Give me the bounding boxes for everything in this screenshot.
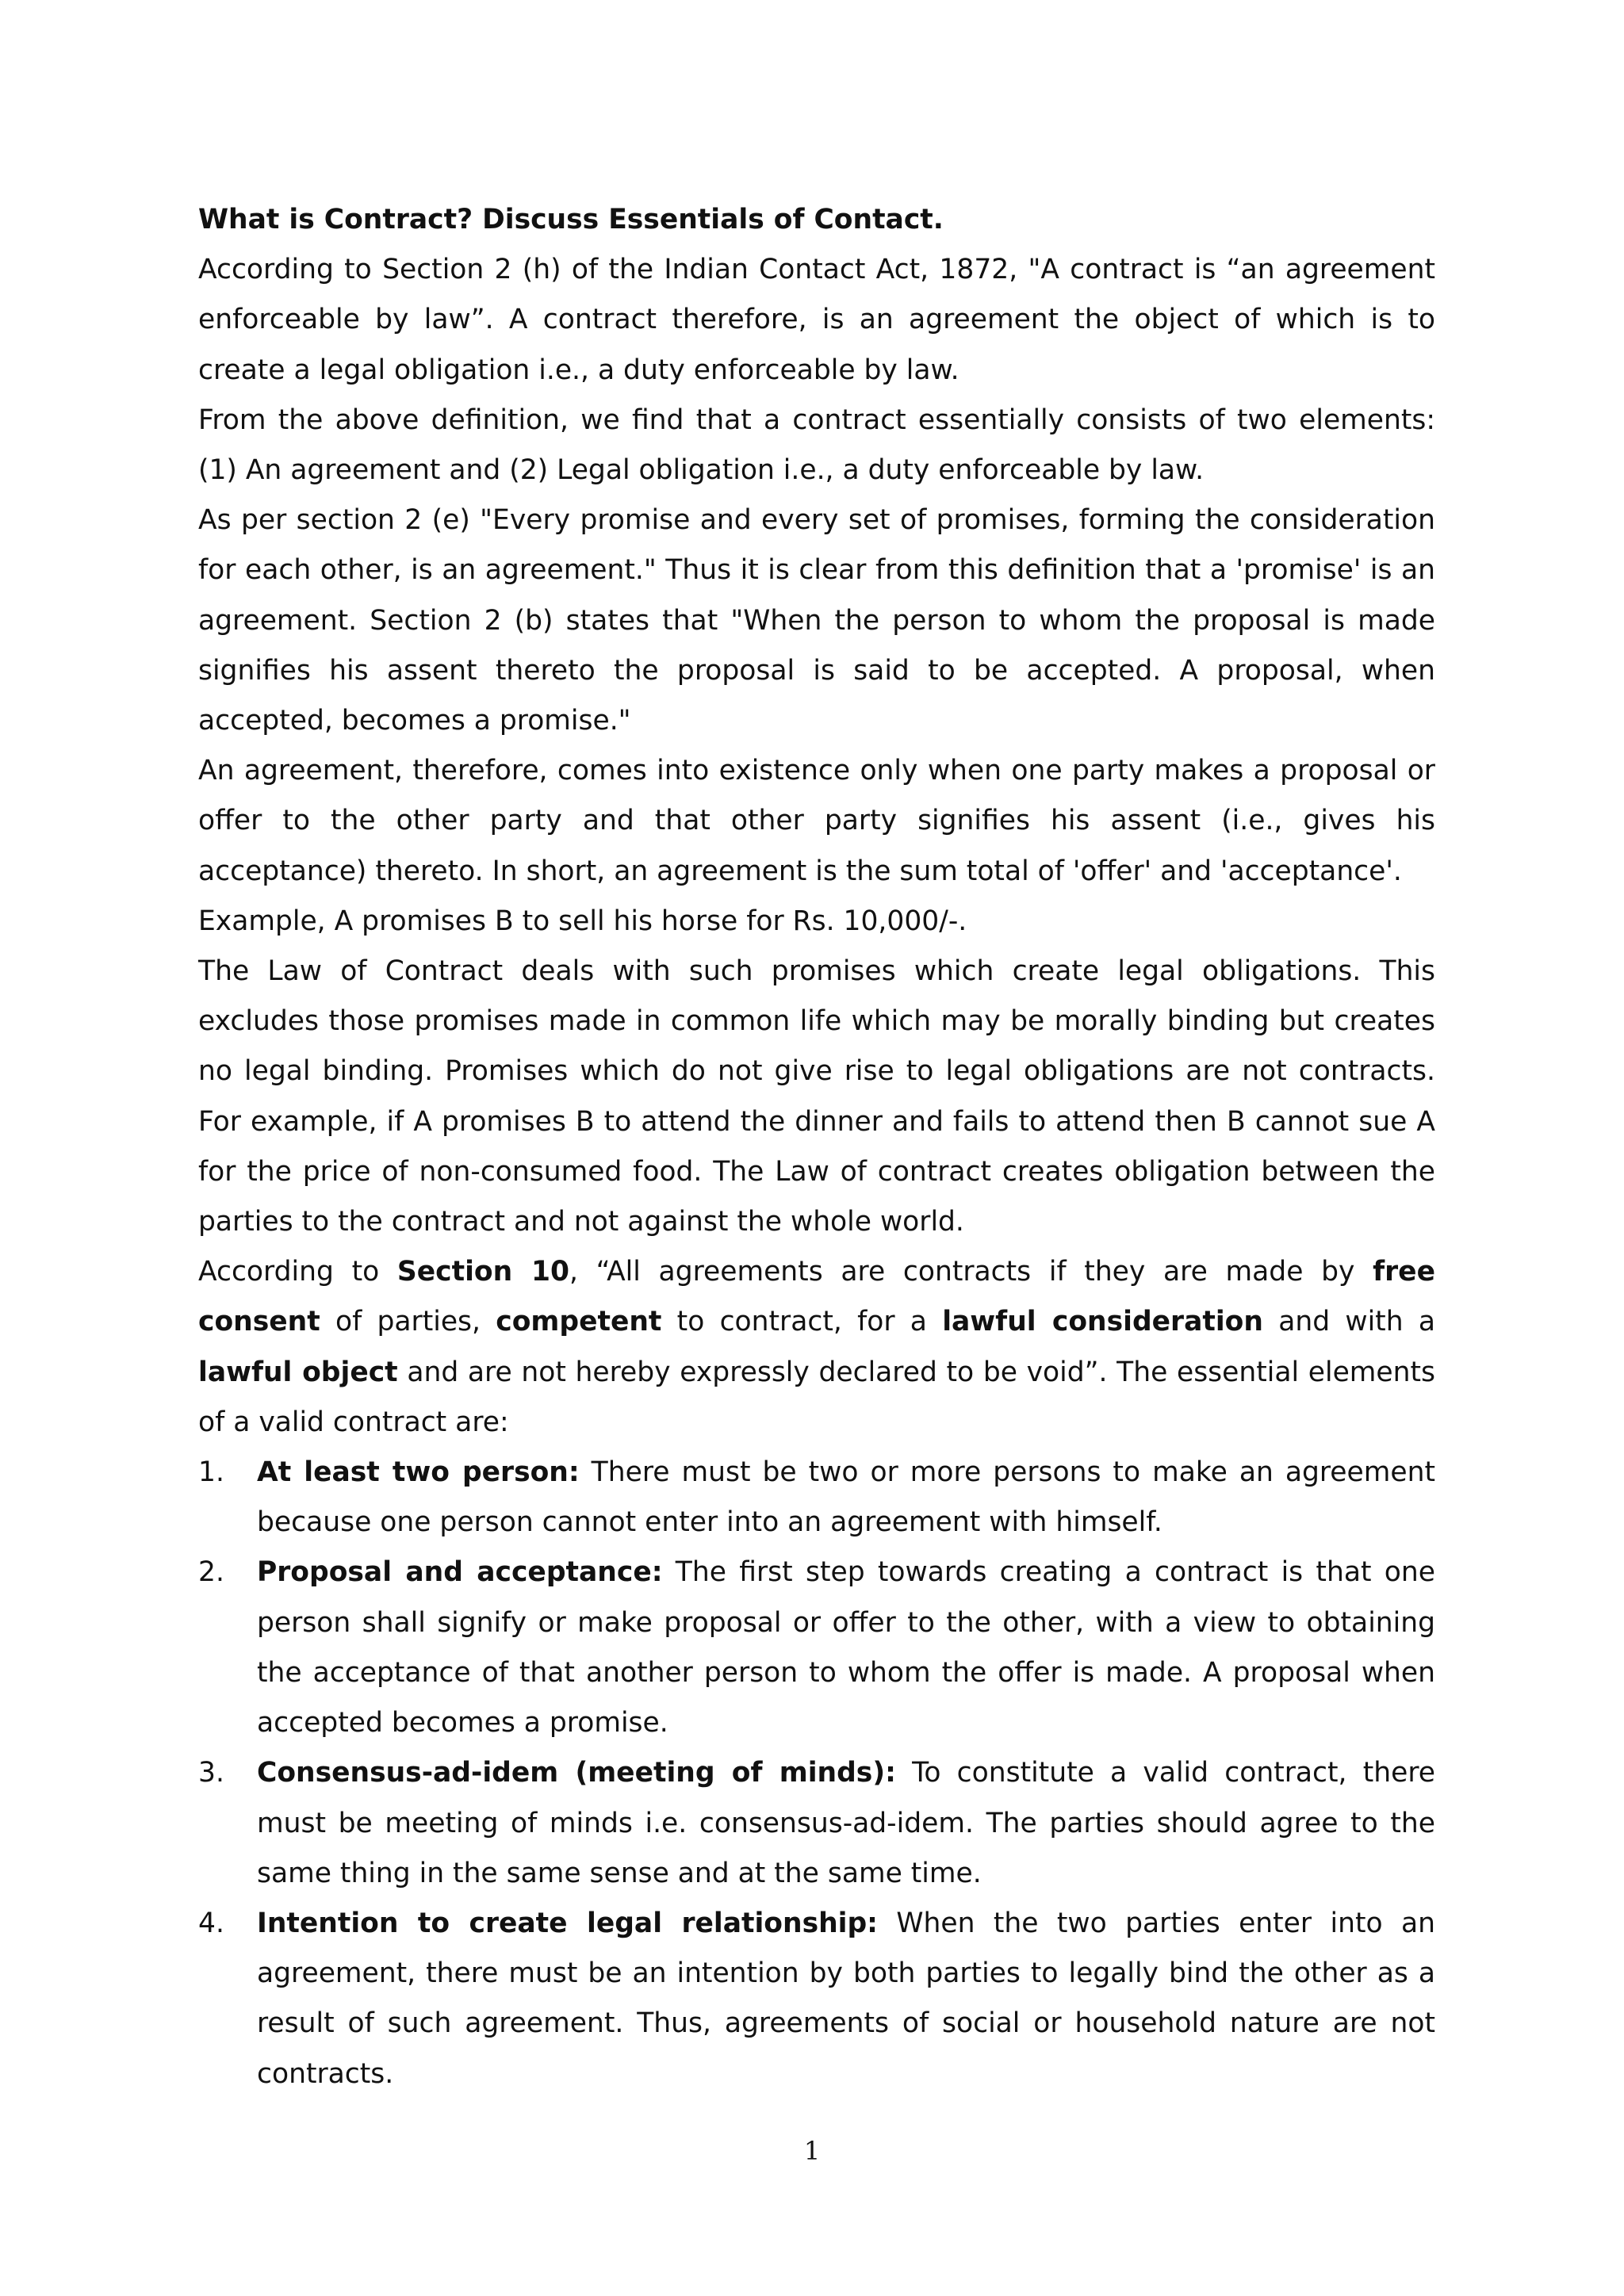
document-body: [198, 195, 1435, 2099]
paragraph-example: Example, A promises B to sell his horse for Rs. 10,000/-.: [198, 905, 967, 937]
lawful-object-term: lawful object: [198, 1356, 398, 1388]
list-item-heading: At least two person:: [257, 1456, 580, 1489]
section-10-text: and with a: [1262, 1306, 1435, 1338]
free-consent-term: free consent: [198, 1256, 1435, 1338]
page-number: 1: [803, 2136, 821, 2166]
list-item-number: 2.: [198, 1556, 224, 1589]
list-item-text: When the two parties enter into an agreement, there must be an intention by both parties to legally bind the other as a result of such agreement. Thus, agreements of social or household nature are not contracts.: [257, 1907, 1435, 2090]
list-item: [198, 1899, 1435, 2099]
list-item-number: 1.: [198, 1456, 224, 1489]
paragraph-definition: According to Section 2 (h) of the Indian Contact Act, 1872, "A contract is “an agreement enforceable by law”. A contract therefore, is an agreement the object of which is to create a legal obligation i.e., a duty enforceable by law.: [198, 254, 1435, 386]
competent-term: competent: [496, 1306, 662, 1338]
section-10-text: of parties,: [320, 1306, 496, 1338]
list-item: [198, 1548, 1435, 1748]
list-item-text: To constitute a valid contract, there must be meeting of minds i.e. consensus-ad-idem. The parties should agree to the same thing in the same sense and at the same time.: [257, 1757, 1435, 1889]
section-10-text: , “All agreements are contracts if they are made by: [569, 1256, 1373, 1288]
essentials-list: [198, 1448, 1435, 2099]
section-10-text: and are not hereby expressly declared to be void”. The essential elements of a valid contract are:: [198, 1356, 1435, 1438]
paragraph-agreement: As per section 2 (e) "Every promise and every set of promises, forming the consideration for each other, is an agreement." Thus it is clear from this definition that a 'promise' is an agreement. Section 2 (b) states that "When the person to whom the proposal is made signifies his assent thereto the proposal is said to be accepted. A proposal, when accepted, becomes a promise.": [198, 504, 1435, 737]
list-item-heading: Consensus-ad-idem (meeting of minds):: [257, 1757, 896, 1789]
list-item-number: 3.: [198, 1757, 224, 1789]
section-10-text: According to: [198, 1256, 397, 1288]
section-10-text: to contract, for a: [661, 1306, 943, 1338]
paragraph-elements: From the above definition, we find that a contract essentially consists of two elements: (1) An agreement and (2) Legal obligation i.e., a duty enforceable by law.: [198, 404, 1435, 487]
list-item-heading: Intention to create legal relationship:: [257, 1907, 878, 1939]
list-item: [198, 1448, 1435, 1548]
list-item: [198, 1748, 1435, 1899]
list-item-text: The first step towards creating a contract is that one person shall signify or make proposal or offer to the other, with a view to obtaining the acceptance of that another person to whom the offer is made. A proposal when accepted becomes a promise.: [257, 1556, 1435, 1739]
paragraph-offer-acceptance: An agreement, therefore, comes into existence only when one party makes a proposal or offer to the other party and that other party signifies his assent (i.e., gives his acceptance) thereto. In short, an agreement is the sum total of 'offer' and 'acceptance'.: [198, 755, 1435, 887]
lawful-consideration-term: lawful consideration: [942, 1306, 1263, 1338]
list-item-text: There must be two or more persons to make an agreement because one person cannot enter into an agreement with himself.: [257, 1456, 1435, 1539]
list-item-heading: Proposal and acceptance:: [257, 1556, 663, 1589]
section-10-term: Section 10: [396, 1256, 569, 1288]
paragraph-section-10: [198, 1247, 1435, 1448]
list-item-number: 4.: [198, 1907, 224, 1939]
paragraph-law-of-contract: The Law of Contract deals with such promises which create legal obligations. This excludes those promises made in common life which may be morally binding but creates no legal binding. Promises which do not give rise to legal obligations are not contracts. For example, if A promises B to attend the dinner and fails to attend then B cannot sue A for the price of non-consumed food. The Law of contract creates obligation between the parties to the contract and not against the whole world.: [198, 955, 1435, 1238]
document-title: What is Contract? Discuss Essentials of Contact.: [198, 204, 944, 235]
